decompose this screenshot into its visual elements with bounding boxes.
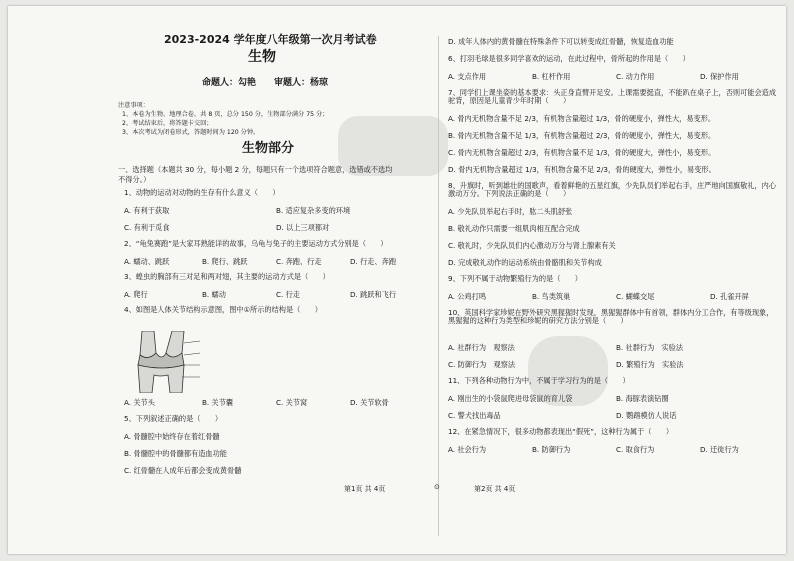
answer-option: C. 有利于觅食 [124,223,170,232]
answer-option: C. 红骨髓在人成年后都会变成黄骨髓 [124,466,242,475]
page-center-mark: ⊙ [434,483,440,491]
answer-option: D. 鹦鹉模仿人说话 [616,411,677,420]
author-line: 命题人：勾艳 审题人：杨琼 [202,78,329,88]
section-title: 生物部分 [242,141,295,156]
notes-heading: 注意事项： [118,102,149,109]
answer-option: C. 取食行为 [616,445,655,454]
section-intro: 一、选择题（本题共 30 分，每小题 2 分，每题只有一个选项符合题意，选错或不选均 [118,165,393,174]
answer-option: B. 敬礼动作只需要一组肌肉相互配合完成 [448,224,580,233]
answer-option: B. 蠕动 [202,290,226,299]
answer-option: A. 关节头 [124,398,155,407]
answer-option: D. 孔雀开屏 [710,292,749,301]
question-stem: 9、下列不属于动物繁殖行为的是（ ） [448,274,582,283]
answer-option: A. 骨髓腔中始终存在着红骨髓 [124,432,220,441]
answer-option: C. 警犬找出毒品 [448,411,501,420]
answer-option: D. 繁殖行为 实验法 [616,360,684,369]
answer-option: B. 社群行为 实验法 [616,343,684,352]
note-line: 1、本卷为生物、地理合卷，共 8 页，总分 150 分，生物部分满分 75 分； [122,111,329,118]
answer-option: C. 行走 [276,290,300,299]
answer-option: B. 爬行、跳跃 [202,257,248,266]
answer-option: C. 骨内无机物含量超过 2/3，有机物含量不足 1/3，骨的硬度大，弹性小，易变形。 [448,148,716,157]
question-stem: 1、动物的运动对动物的生存有什么意义（ ） [124,188,280,197]
answer-option: A. 骨内无机物含量不足 2/3，有机物含量超过 1/3，骨的硬度小，弹性大，易变形。 [448,114,716,123]
column-divider [438,36,439,536]
answer-option: D. 骨内无机物含量超过 1/3，有机物含量不足 2/3，骨的硬度大，弹性小，易变形。 [448,165,716,174]
question-stem: 7、同学们上课坐姿的基本要求：头正身直臂开足安。上课需要挺直，不能趴在桌子上，否则可能会造成驼背，原因是儿童青少年时期（ ） [448,88,777,105]
question-option-continued: D. 成年人体内的黄骨髓在特殊条件下可以转变成红骨髓，恢复造血功能 [448,37,674,46]
answer-option: C. 关节窝 [276,398,308,407]
answer-option: B. 鸟类筑巢 [532,292,571,301]
answer-option: A. 少先队员举起右手时，肱二头肌舒张 [448,207,573,216]
exam-page [8,6,786,554]
question-stem: 3、蝗虫的胸部有三对足和两对翅，其主要的运动方式是（ ） [124,272,330,281]
answer-option: D. 跳跃和飞行 [350,290,397,299]
answer-option: A. 社群行为 观察法 [448,343,515,352]
knee-joint-diagram [132,331,202,393]
answer-option: D. 以上三项都对 [276,223,330,232]
page-number-right: 第2页 共 4页 [474,485,516,493]
question-stem: 2、“龟兔赛跑”是大家耳熟能详的故事，乌龟与兔子的主要运动方式分别是（ ） [124,239,388,248]
exam-title: 2023-2024 学年度八年级第一次月考试卷 [164,33,377,46]
answer-option: D. 迁徙行为 [700,445,739,454]
question-stem: 12、在紧急情况下，很多动物都表现出“假死”，这种行为属于（ ） [448,427,674,436]
answer-option: D. 保护作用 [700,72,739,81]
answer-option: A. 爬行 [124,290,148,299]
answer-option: A. 支点作用 [448,72,487,81]
answer-option: A. 社会行为 [448,445,487,454]
answer-option: C. 动力作用 [616,72,655,81]
answer-option: B. 海豚表演钻圈 [616,394,669,403]
answer-option: B. 骨内无机物含量不足 1/3，有机物含量超过 2/3，骨的硬度小，弹性大，易变形。 [448,131,716,140]
answer-option: A. 蠕动、跳跃 [124,257,170,266]
answer-option: C. 蝴蝶交尾 [616,292,655,301]
answer-option: C. 奔跑、行走 [276,257,322,266]
question-stem: 10、英国科学家珍妮在野外研究黑猩猩时发现，黑猩猩群体中有首领，群体内分工合作，有等级现象，黑猩猩的这种行为类型和珍妮的研究方法分别是（ ） [448,308,774,325]
answer-option: D. 完成敬礼动作的运动系统由骨骼肌和关节构成 [448,258,602,267]
answer-option: B. 防御行为 [532,445,571,454]
answer-option: B. 杠杆作用 [532,72,571,81]
answer-option: C. 敬礼时，少先队员们内心激动万分与肾上腺素有关 [448,241,616,250]
question-stem: 11、下列各种动物行为中，不属于学习行为的是（ ） [448,376,630,385]
note-line: 3、本次考试为闭卷形式，答题时间为 120 分钟。 [122,129,260,136]
subject-title: 生物 [248,49,276,65]
question-stem: 4、如图是人体关节结构示意图，图中①所示的结构是（ ） [124,305,322,314]
note-line: 2、考试结束后，将答题卡交回； [122,120,213,127]
question-stem: 8、升旗时，听到雄壮的国歌声，看着鲜艳的五星红旗，少先队员们举起右手，庄严地向国旗敬礼，内心激动万分。下列说法正确的是（ ） [448,181,777,198]
answer-option: B. 骨髓腔中的骨髓都有造血功能 [124,449,227,458]
answer-option: D. 行走、奔跑 [350,257,397,266]
answer-option: B. 关节囊 [202,398,234,407]
answer-option: A. 有利于获取 [124,206,170,215]
question-stem: 5、下列叙述正确的是（ ） [124,414,223,423]
page-number-left: 第1页 共 4页 [344,485,386,493]
section-intro: 不得分。） [118,175,151,184]
answer-option: A. 刚出生的小袋鼠爬进母袋鼠的育儿袋 [448,394,573,403]
answer-option: A. 公鸡打鸣 [448,292,487,301]
answer-option: B. 适应复杂多变的环境 [276,206,351,215]
answer-option: D. 关节软骨 [350,398,389,407]
question-stem: 6、打羽毛球是很多同学喜欢的运动，在此过程中，骨所起的作用是（ ） [448,54,690,63]
answer-option: C. 防御行为 观察法 [448,360,516,369]
